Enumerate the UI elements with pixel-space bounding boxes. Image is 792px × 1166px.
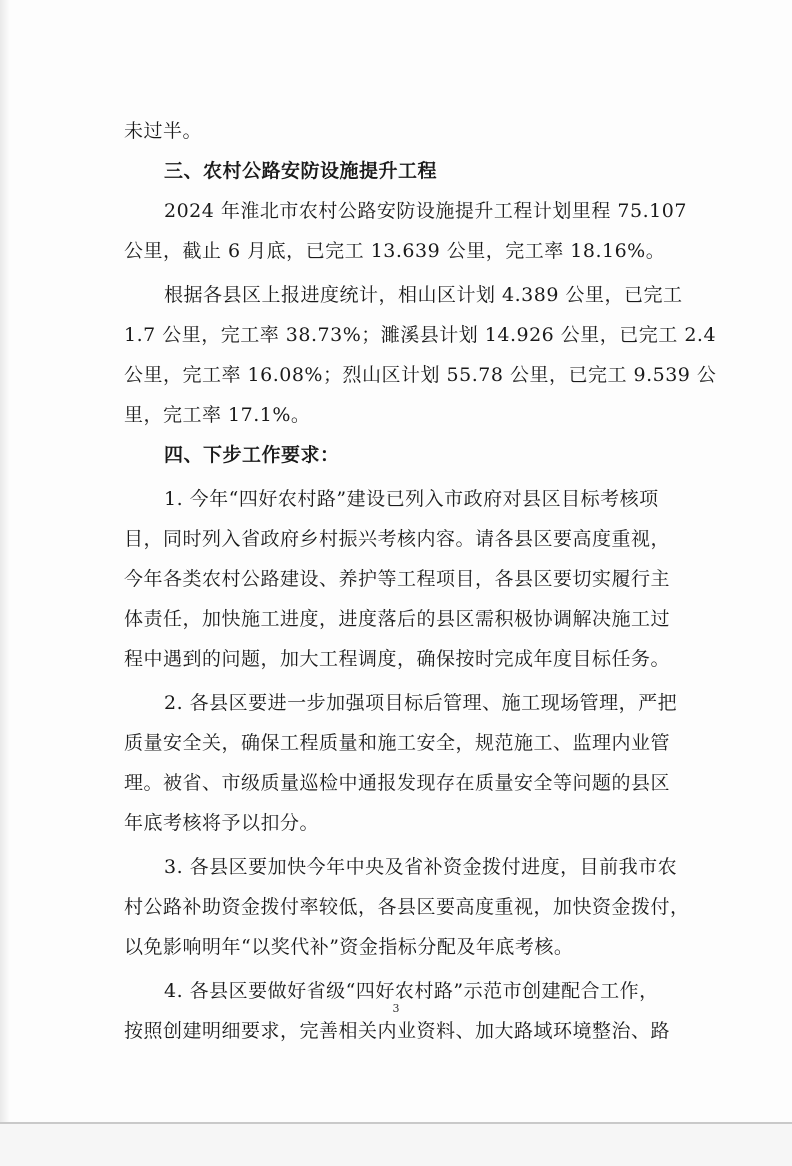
text-line: 今年各类农村公路建设、养护等工程项目，各县区要切实履行主: [124, 568, 671, 590]
text-line: 质量安全关，确保工程质量和施工安全，规范施工、监理内业管: [124, 732, 671, 754]
text-line: 里，完工率 17.1%。: [124, 404, 311, 426]
text-line: 1.7 公里，完工率 38.73%；濉溪县计划 14.926 公里，已完工 2.4: [124, 324, 717, 346]
text-line: 年底考核将予以扣分。: [124, 812, 320, 834]
text-line: 2. 各县区要进一步加强项目标后管理、施工现场管理，严把: [164, 692, 678, 714]
text-line: 公里，完工率 16.08%；烈山区计划 55.78 公里，已完工 9.539 公: [124, 364, 717, 386]
section-heading-3: 三、农村公路安防设施提升工程: [164, 160, 438, 182]
text-line: 2024 年淮北市农村公路安防设施提升工程计划里程 75.107: [164, 200, 687, 222]
text-line: 1. 今年“四好农村路”建设已列入市政府对县区目标考核项: [164, 488, 659, 510]
page-number: 3: [392, 1002, 400, 1015]
page-bottom-margin: [0, 1124, 792, 1166]
text-line: 体责任，加快施工进度，进度落后的县区需积极协调解决施工过: [124, 608, 671, 630]
section-heading-4: 四、下步工作要求：: [164, 444, 340, 466]
page-left-shadow: [0, 0, 10, 1122]
text-line: 公里，截止 6 月底，已完工 13.639 公里，完工率 18.16%。: [124, 240, 666, 262]
text-line: 村公路补助资金拨付率较低，各县区要高度重视，加快资金拨付，: [124, 896, 690, 918]
text-line: 程中遇到的问题，加大工程调度，确保按时完成年度目标任务。: [124, 648, 671, 670]
text-line: 按照创建明细要求，完善相关内业资料、加大路域环境整治、路: [124, 1020, 671, 1042]
text-line: 以免影响明年“以奖代补”资金指标分配及年底考核。: [124, 936, 574, 958]
text-line: 目，同时列入省政府乡村振兴考核内容。请各县区要高度重视，: [124, 528, 671, 550]
text-line: 根据各县区上报进度统计，相山区计划 4.389 公里，已完工: [164, 284, 683, 306]
text-line: 3. 各县区要加快今年中央及省补资金拨付进度，目前我市农: [164, 856, 678, 878]
text-line: 4. 各县区要做好省级“四好农村路”示范市创建配合工作，: [164, 980, 659, 1002]
text-line: 未过半。: [124, 120, 203, 142]
text-line: 理。被省、市级质量巡检中通报发现存在质量安全等问题的县区: [124, 772, 671, 794]
document-body: [124, 111, 717, 1051]
